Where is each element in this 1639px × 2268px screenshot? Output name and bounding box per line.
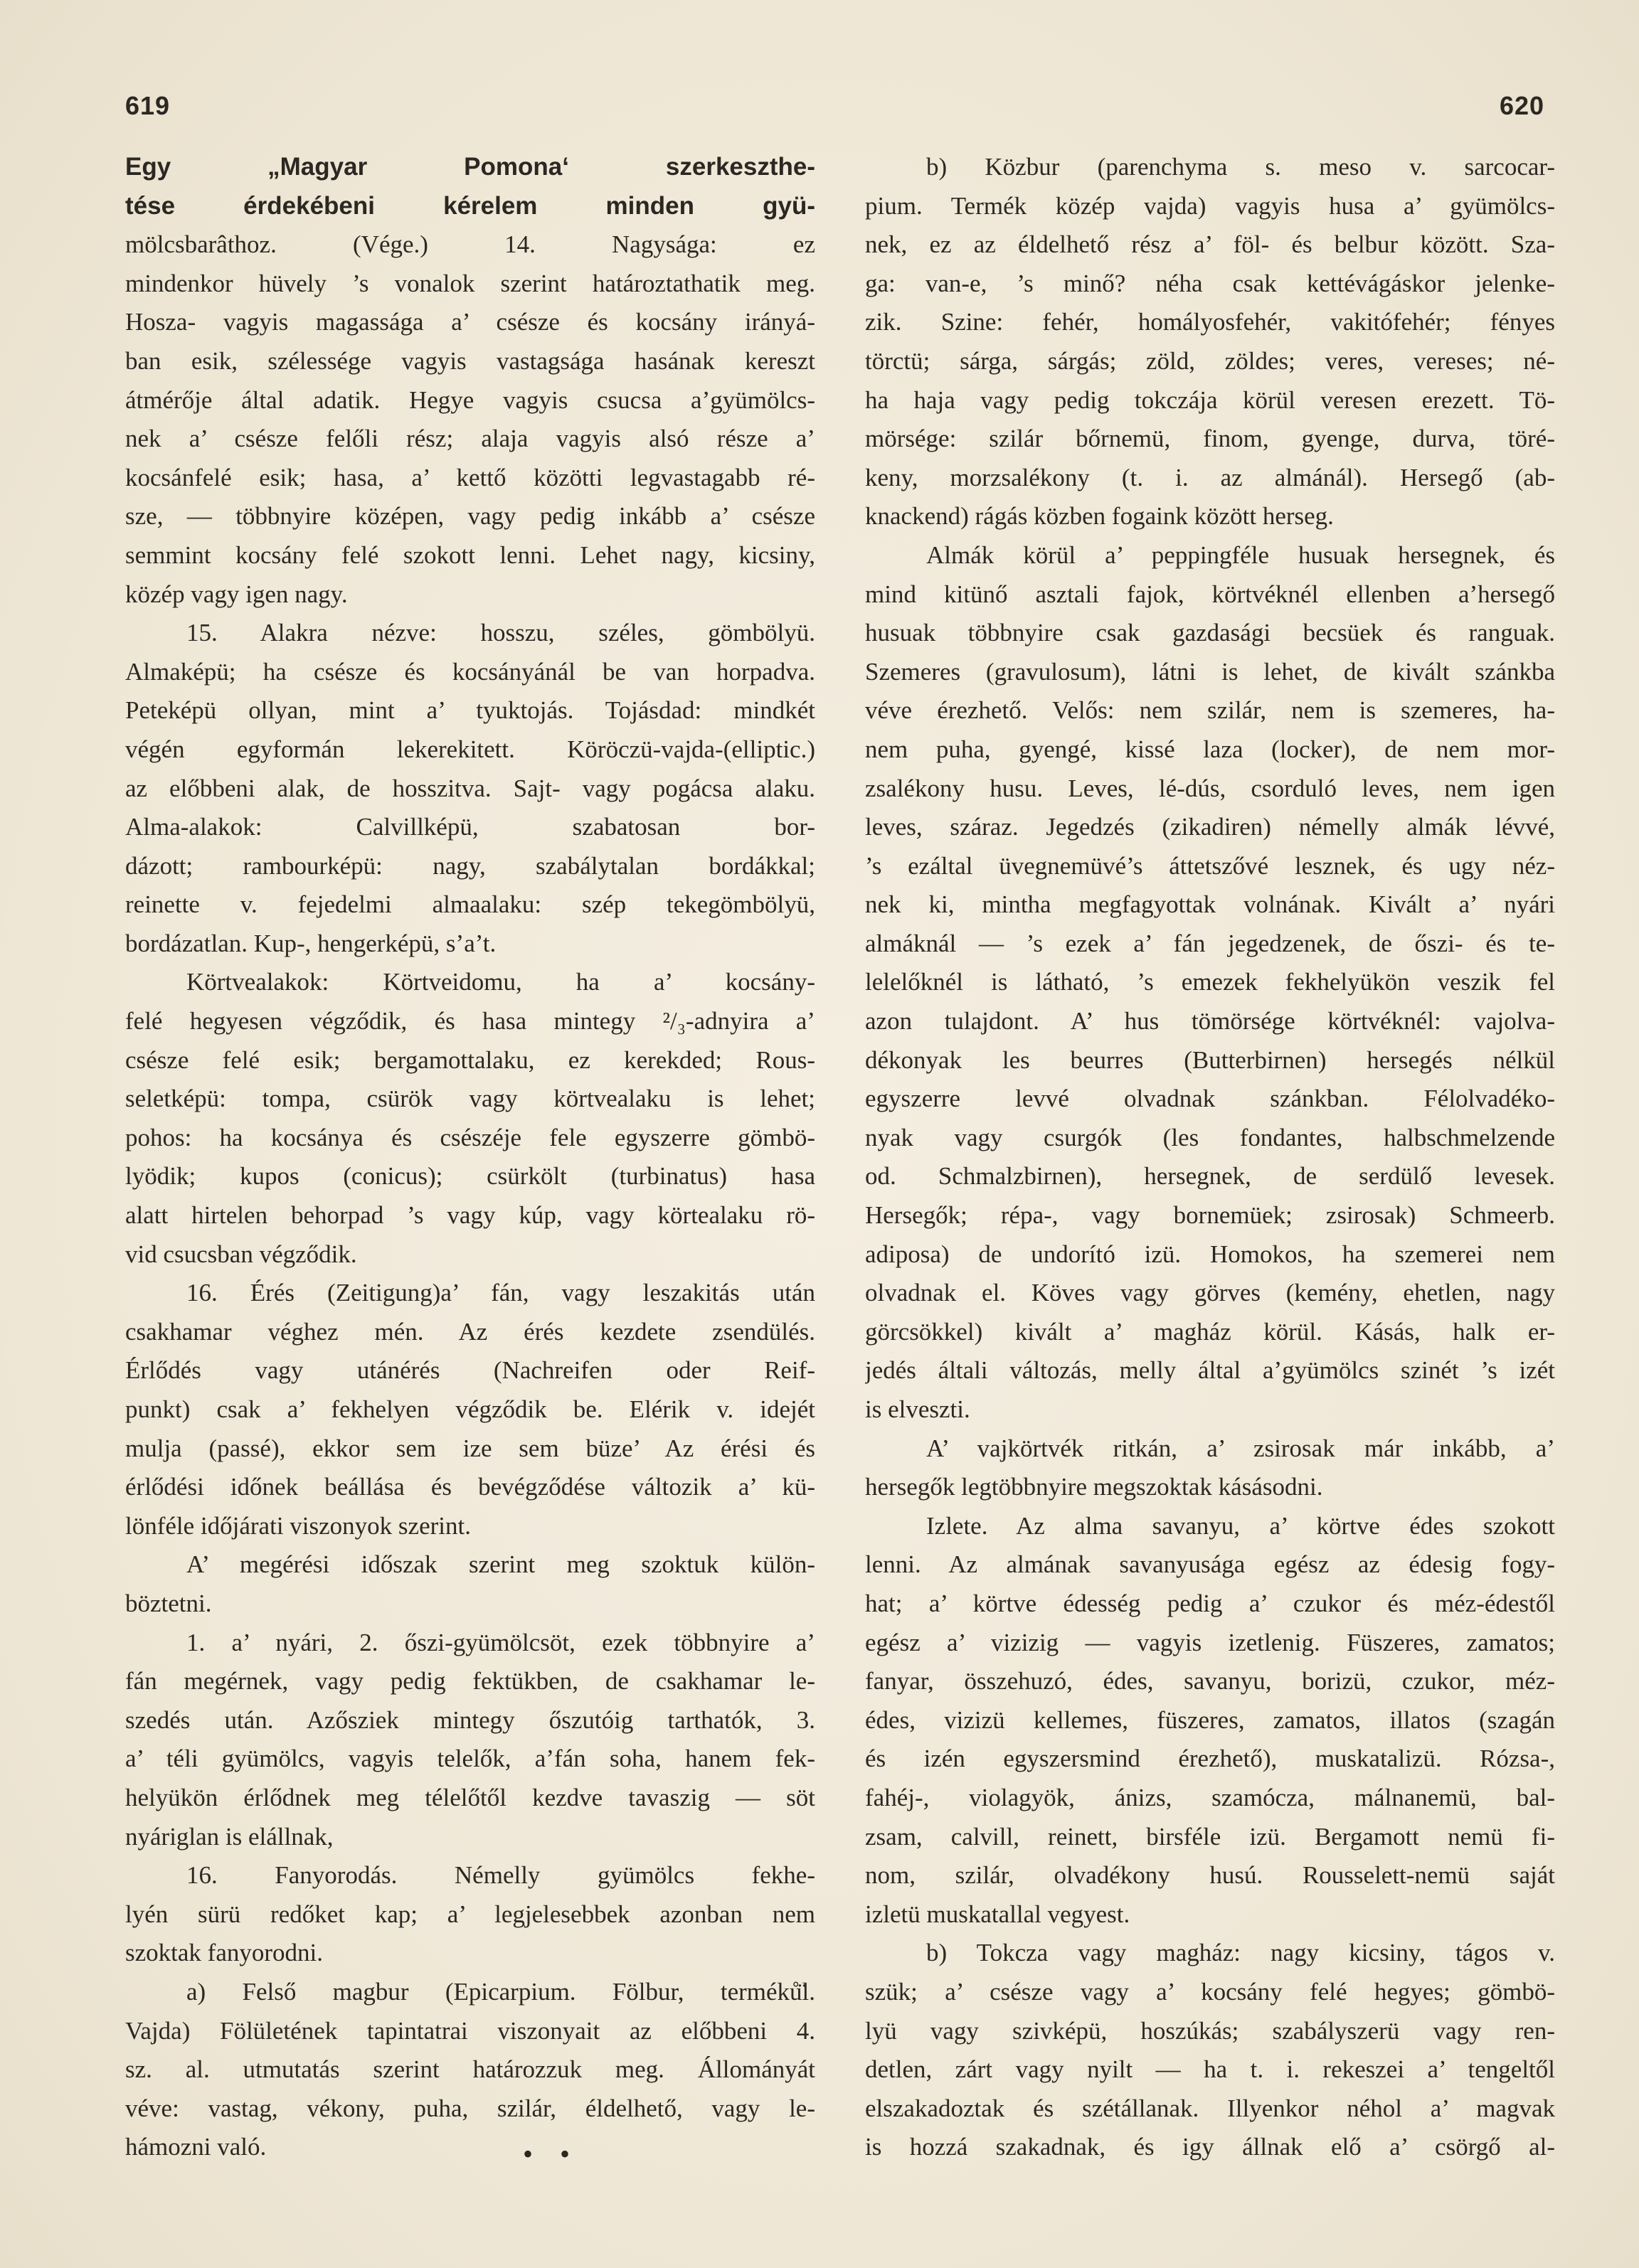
page-number-right: 620 (1500, 91, 1545, 120)
text-line: Almák körül a’ peppingféle husuak hersegnek, és (926, 541, 1555, 569)
text-line: Szemeres (gravulosum), látni is lehet, de kivált szánkba (865, 657, 1555, 686)
text-line: semmint kocsány felé szokott lenni. Lehet nagy, kicsiny, (125, 541, 815, 569)
text-line: husuak többnyire csak gazdasági becsüek és ranguak. (865, 619, 1555, 647)
text-line: Alma-alakok: Calvillképü, szabatosan bor- (125, 813, 815, 841)
text-line: 15. Alakra nézve: hosszu, széles, gömbölyü. (186, 619, 815, 647)
text-line: fahéj-, violagyök, ánizs, szamócza, málnanemü, bal- (865, 1783, 1555, 1811)
text-line: csésze felé esik; bergamottalaku, ez kerekded; Rous- (125, 1045, 815, 1074)
text-line: Egy „Magyar Pomona‘ szerkeszthe- (125, 153, 815, 181)
text-line: mulja (passé), ekkor sem ize sem büze’ Az érési és (125, 1434, 815, 1462)
text-line: nyak vagy csurgók (les fondantes, halbschmelzende (865, 1123, 1555, 1151)
text-line: a) Felső magbur (Epicarpium. Fölbur, terméků̈l. (186, 1977, 815, 2006)
text-line: 1. a’ nyári, 2. őszi-gyümölcsöt, ezek többnyire a’ (186, 1628, 815, 1656)
page-number-left: 619 (125, 91, 171, 120)
text-line: ’s ezáltal üvegnemüvé’s áttetszővé lesznek, és ugy néz- (865, 851, 1555, 880)
text-line: egész a’ vizizig — vagyis izetlenig. Füszeres, zamatos; (865, 1628, 1555, 1656)
text-line: tése érdekébeni kérelem minden gyü- (125, 191, 815, 220)
text-line: sz. al. utmutatás szerint határozzuk meg. Állományát (125, 2055, 815, 2084)
text-line: keny, morzsalékony (t. i. az almánál). Hersegő (ab- (865, 463, 1555, 491)
text-line: Almaképü; ha csésze és kocsányánál be van horpadva. (125, 657, 815, 686)
text-line: közép vagy igen nagy. (125, 580, 348, 608)
text-line: véve érezhető. Velős: nem szilár, nem is szemeres, ha- (865, 696, 1555, 725)
text-line: Vajda) Fölületének tapintatrai viszonyait az előbbeni 4. (125, 2016, 815, 2045)
text-line: felé hegyesen végződik, és hasa mintegy ²/₃-adnyira a’ (125, 1007, 815, 1035)
text-line: nyáriglan is elállnak, (125, 1822, 334, 1851)
text-line: lyén sürü redőket kap; a’ legjelesebbek azonban nem (125, 1900, 815, 1928)
text-line: helyükön érlődnek meg télelőtől kezdve tavaszig — söt (125, 1783, 815, 1811)
text-line: ban esik, szélessége vagyis vastagsága hasának kereszt (125, 346, 815, 375)
text-line: almáknál — ’s ezek a’ fán jegedzenek, de őszi- és te- (865, 929, 1555, 957)
text-line: Hersegők; répa-, vagy bornemüek; zsirosak) Schmeerb. (865, 1201, 1555, 1230)
text-line: mindenkor hüvely ’s vonalok szerint határoztathatik meg. (125, 269, 815, 297)
text-line: nek, ez az éldelhető rész a’ föl- és belbur között. Sza- (865, 230, 1555, 259)
text-line: mörsége: szilár bőrnemü, finom, gyenge, durva, töré- (865, 425, 1555, 453)
text-line: hersegők legtöbbnyire megszoktak kásásodni. (865, 1473, 1323, 1501)
text-line: Hosza- vagyis magassága a’ csésze és kocsány irányá- (125, 308, 815, 336)
text-line: Peteképü ollyan, mint a’ tyuktojás. Tojásdad: mindkét (125, 696, 815, 725)
text-line: knackend) rágás közben fogaink között herseg. (865, 502, 1334, 531)
text-line: a’ téli gyümölcs, vagyis telelők, a’fán soha, hanem fek- (125, 1745, 815, 1773)
text-line: is elveszti. (865, 1395, 970, 1423)
text-line: átmérője által adatik. Hegye vagyis csucsa a’gyümölcs- (125, 385, 815, 414)
text-line: csakhamar véghez mén. Az érés kezdete zsendülés. (125, 1317, 815, 1346)
text-line: kocsánfelé esik; hasa, a’ kettő közötti legvastagabb ré- (125, 463, 815, 491)
text-line: szedés után. Azősziek mintegy őszutóig tarthatók, 3. (125, 1705, 815, 1734)
text-line: görcsökkel) kivált a’ magház körül. Kásás, halk er- (865, 1317, 1555, 1346)
text-line: reinette v. fejedelmi almaalaku: szép tekegömbölyü, (125, 890, 815, 919)
text-line: b) Közbur (parenchyma s. meso v. sarcocar- (926, 153, 1555, 181)
text-line: Érlődés vagy utánérés (Nachreifen oder Reif- (125, 1356, 815, 1385)
right-text-column (865, 148, 1555, 2167)
text-line: zik. Szine: fehér, homályosfehér, vakitófehér; fényes (865, 308, 1555, 336)
text-line: fán megérnek, vagy pedig fektükben, de csakhamar le- (125, 1667, 815, 1695)
text-line: Izlete. Az alma savanyu, a’ körtve édes szokott (926, 1511, 1555, 1540)
text-line: ha haja vagy pedig tokczája körül veresen erezett. Tö- (865, 385, 1555, 414)
text-line: leves, száraz. Jegedzés (zikadiren) némelly almák lévvé, (865, 813, 1555, 841)
text-line: adiposa) de undorító izü. Homokos, ha szemerei nem (865, 1240, 1555, 1268)
text-line: mind kitünő asztali fajok, körtvéknél ellenben a’hersegő (865, 580, 1555, 608)
text-line: A’ megérési időszak szerint meg szoktuk külön- (186, 1550, 815, 1579)
text-line: az előbbeni alak, de hosszitva. Sajt- vagy pogácsa alaku. (125, 774, 815, 802)
text-line: nek ki, mintha megfagyottak volnának. Kivált a’ nyári (865, 890, 1555, 919)
text-line: vid csucsban végződik. (125, 1240, 357, 1268)
text-line: zsalékony husu. Leves, lé-dús, csorduló leves, nem igen (865, 774, 1555, 802)
text-line: pium. Termék közép vajda) vagyis husa a’ gyümölcs- (865, 191, 1555, 220)
text-line: fanyar, összehuzó, édes, savanyu, borizü, czukor, méz- (865, 1667, 1555, 1695)
text-line: édes, vizizü kellemes, füszeres, zamatos, illatos (szagán (865, 1705, 1555, 1734)
text-line: 16. Fanyorodás. Némelly gyümölcs fekhe- (186, 1861, 815, 1890)
text-line: végén egyformán lekerekitett. Köröczü-vajda-(elliptic.) (125, 735, 815, 763)
text-line: od. Schmalzbirnen), hersegnek, de serdülő levesek. (865, 1162, 1555, 1191)
text-line: izletü muskatallal vegyest. (865, 1900, 1130, 1928)
text-line: b) Tokcza vagy magház: nagy kicsiny, tágos v. (926, 1939, 1555, 1967)
text-line: böztetni. (125, 1589, 212, 1617)
text-line: lyü vagy szivképü, hoszúkás; szabályszerü vagy ren- (865, 2016, 1555, 2045)
text-line: A’ vajkörtvék ritkán, a’ zsirosak már inkább, a’ (926, 1434, 1555, 1462)
text-line: egyszerre levvé olvadnak szánkban. Félolvadéko- (865, 1085, 1555, 1113)
text-line: seletképü: tompa, csürök vagy körtvealaku is lehet; (125, 1085, 815, 1113)
text-line: érlődési időnek beállása és bevégződése változik a’ kü- (125, 1473, 815, 1501)
left-text-column (125, 148, 815, 2167)
text-line: Körtvealakok: Körtveidomu, ha a’ kocsány- (186, 968, 815, 996)
text-line: nem puha, gyengé, kissé laza (locker), de nem mor- (865, 735, 1555, 763)
text-line: elszakadoztak és szétállanak. Illyenkor néhol a’ magvak (865, 2094, 1555, 2122)
text-line: törctü; sárga, sárgás; zöld, zöldes; veres, vereses; né- (865, 346, 1555, 375)
printer-marks: • • (523, 2138, 580, 2170)
text-line: 16. Érés (Zeitigung)a’ fán, vagy leszakitás után (186, 1279, 815, 1307)
text-line: szük; a’ csésze vagy a’ kocsány felé hegyes; gömbö- (865, 1977, 1555, 2006)
text-line: olvadnak el. Köves vagy görves (kemény, ehetlen, nagy (865, 1279, 1555, 1307)
text-line: hat; a’ körtve édesség pedig a’ czukor és méz-édestől (865, 1589, 1555, 1617)
text-line: lenni. Az almának savanyusága egész az édesig fogy- (865, 1550, 1555, 1579)
text-line: punkt) csak a’ fekhelyen végződik be. Elérik v. idejét (125, 1395, 815, 1423)
text-line: bordázatlan. Kup-, hengerképü, s’a’t. (125, 929, 497, 957)
text-line: is hozzá szakadnak, és igy állnak elő a’ csörgő al- (865, 2133, 1555, 2161)
text-line: hámozni való. (125, 2133, 267, 2161)
text-line: mölcsbarâthoz. (Vége.) 14. Nagysága: ez (125, 230, 815, 259)
text-line: sze, — többnyire középen, vagy pedig inkább a’ csésze (125, 502, 815, 531)
text-line: lönféle időjárati viszonyok szerint. (125, 1511, 471, 1540)
text-line: és izén egyszersmind érezhető), muskatalizü. Rózsa-, (865, 1745, 1555, 1773)
text-line: nom, szilár, olvadékony husú. Rousselett-nemü saját (865, 1861, 1555, 1890)
text-line: detlen, zárt vagy nyilt — ha t. i. rekeszei a’ tengeltől (865, 2055, 1555, 2084)
text-line: alatt hirtelen behorpad ’s vagy kúp, vagy körtealaku rö- (125, 1201, 815, 1230)
text-line: ga: van-e, ’s minő? néha csak kettévágáskor jelenke- (865, 269, 1555, 297)
text-line: lelelőknél is látható, ’s emezek fekhelyükön veszik fel (865, 968, 1555, 996)
text-line: lyödik; kupos (conicus); csürkölt (turbinatus) hasa (125, 1162, 815, 1191)
text-line: dázott; rambourképü: nagy, szabálytalan bordákkal; (125, 851, 815, 880)
text-line: nek a’ csésze felőli rész; alaja vagyis alsó része a’ (125, 425, 815, 453)
text-line: szoktak fanyorodni. (125, 1939, 323, 1967)
text-line: véve: vastag, vékony, puha, szilár, éldelhető, vagy le- (125, 2094, 815, 2122)
text-line: azon tulajdont. A’ hus tömörsége körtvéknél: vajolva- (865, 1007, 1555, 1035)
text-line: jedés általi változás, melly által a’gyümölcs szinét ’s izét (865, 1356, 1555, 1385)
text-line: pohos: ha kocsánya és csészéje fele egyszerre gömbö- (125, 1123, 815, 1151)
text-line: zsam, calvill, reinett, birsféle izü. Bergamott nemü fi- (865, 1822, 1555, 1851)
text-line: dékonyak les beurres (Butterbirnen) hersegés nélkül (865, 1045, 1555, 1074)
